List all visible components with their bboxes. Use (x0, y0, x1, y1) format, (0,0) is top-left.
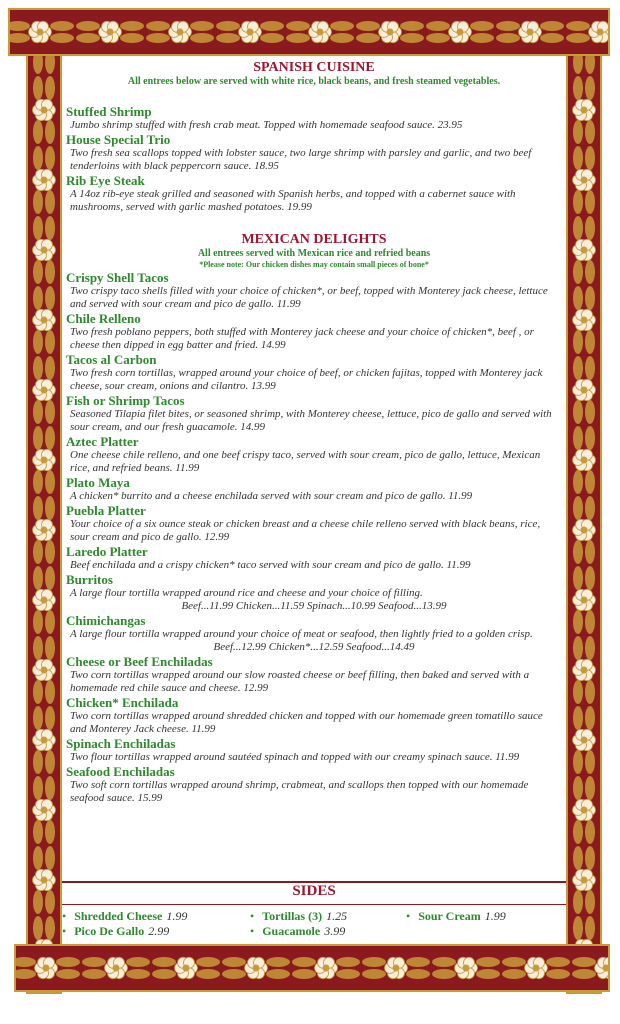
menu-item (62, 312, 566, 352)
menu-item-description: Jumbo shrimp stuffed with fresh crab meat. Topped with homemade seafood sauce. 23.95 (70, 119, 463, 131)
menu-item-description: Your choice of a six ounce steak or chicken breast and a cheese chile relleno served with black beans, rice, sour cream and pico de gallo. 12.99 (70, 518, 541, 543)
flower-vine-icon (568, 10, 600, 992)
menu-item-name: Stuffed Shrimp (66, 104, 152, 119)
chicken-bone-note: *Please note: Our chicken dishes may contain small pieces of bone* (199, 260, 429, 269)
menu-item-prices: Beef...11.99 Chicken...11.59 Spinach...10.99 Seafood...13.99 (181, 600, 447, 612)
side-price: 3.99 (324, 924, 346, 938)
side-price: 1.99 (166, 909, 188, 923)
side-item: • Sour Cream 1.99 (406, 909, 506, 923)
menu-item-description: Two fresh corn tortillas, wrapped around your choice of beef, or chicken fajitas, topped with Monterey jack cheese, sour cream, onions and cilantro. 13.99 (70, 367, 543, 392)
menu-item-description: One cheese chile relleno, and one beef crispy taco, served with sour cream, pico de gallo, lettuce, Mexican rice, and refried beans. 11.99 (70, 449, 541, 474)
menu-item-description: A 14oz rib-eye steak grilled and seasoned with Spanish herbs, and topped with a cabernet sauce with mushrooms, served with garlic mashed potatoes. 19.99 (70, 188, 516, 213)
menu-item-description: Two fresh sea scallops topped with lobster sauce, two large shrimp with parsley and garlic, and two beef tenderloins with black peppercorn sauce. 18.95 (70, 147, 532, 172)
menu-item-name: Spinach Enchiladas (66, 736, 176, 751)
section-title-spanish: SPANISH CUISINE (253, 60, 375, 75)
menu-item-description: Two corn tortillas wrapped around shredded chicken and topped with our homemade green tomatillo sauce and Monterey Jack cheese. 11.99 (70, 710, 543, 735)
side-name: Shredded Cheese (74, 909, 163, 923)
menu-item-description: A large flour tortilla wrapped around your choice of meat or seafood, then lightly fried to a golden crisp. (70, 628, 533, 640)
menu-item-name: Tacos al Carbon (66, 352, 157, 367)
menu-item (62, 174, 566, 214)
menu-item (62, 655, 566, 695)
menu-item-name: Crispy Shell Tacos (66, 270, 169, 285)
menu-item-name: Cheese or Beef Enchiladas (66, 654, 213, 669)
menu-item-description: Two flour tortillas wrapped around sautéed spinach and topped with our creamy spinach sauce. 11.99 (70, 751, 520, 763)
menu-item-name: Chimichangas (66, 613, 146, 628)
menu-item (62, 271, 566, 311)
menu-item-name: Chile Relleno (66, 311, 141, 326)
right-border-ornament (566, 8, 602, 994)
menu-item-description: A chicken* burrito and a cheese enchilada served with sour cream and pico de gallo. 11.99 (70, 490, 473, 502)
menu-item (62, 737, 566, 764)
menu-item-description: Two fresh poblano peppers, both stuffed with Monterey jack cheese and your choice of chicken*, beef , or cheese then dipped in egg batter and fried. 14.99 (70, 326, 534, 351)
side-name: Guacamole (262, 924, 321, 938)
side-name: Pico De Gallo (74, 924, 145, 938)
section-subtitle-mexican: All entrees served with Mexican rice and refried beans (197, 248, 431, 259)
menu-item-name: Laredo Platter (66, 544, 148, 559)
menu-item-name: Rib Eye Steak (66, 173, 145, 188)
menu-item (62, 614, 566, 654)
menu-item-name: Burritos (66, 572, 113, 587)
menu-item-name: Aztec Platter (66, 434, 139, 449)
menu-item-name: Puebla Platter (66, 503, 146, 518)
side-price: 1.25 (326, 909, 348, 923)
menu-item (62, 105, 566, 132)
left-border-ornament (26, 8, 62, 994)
menu-item-description: Two corn tortillas wrapped around our slow roasted cheese or beef filling, then baked and served with a homemade red chile sauce and cheese. 12.99 (70, 669, 530, 694)
side-name: Tortillas (3) (262, 909, 323, 923)
menu-item (62, 573, 566, 613)
menu-item (62, 545, 566, 572)
menu-item-description: Two crispy taco shells filled with your choice of chicken*, or beef, topped with Monterey jack cheese, lettuce and served with sour cream and pico de gallo. 11.99 (70, 285, 548, 310)
menu-item-description: Seasoned Tilapia filet bites, or seasoned shrimp, with Monterey cheese, lettuce, pico de gallo and served with sour cream, and our fresh guacamole. 14.99 (70, 408, 552, 433)
menu-item-prices: Beef...12.99 Chicken*...12.59 Seafood...14.49 (213, 641, 415, 653)
menu-item (62, 435, 566, 475)
menu-item (62, 133, 566, 173)
menu-item-name: Fish or Shrimp Tacos (66, 393, 185, 408)
menu-item-name: Chicken* Enchilada (66, 695, 179, 710)
side-name: Sour Cream (418, 909, 481, 923)
menu-item-name: Plato Maya (66, 475, 130, 490)
section-title-mexican: MEXICAN DELIGHTS (241, 232, 387, 247)
menu-item (62, 353, 566, 393)
sides-divider (62, 904, 566, 905)
menu-page (62, 56, 566, 944)
menu-item (62, 394, 566, 434)
side-item: • Guacamole 3.99 (250, 924, 346, 938)
side-item: • Shredded Cheese 1.99 (62, 909, 188, 923)
menu-item-description: Beef enchilada and a crispy chicken* taco served with sour cream and pico de gallo. 11.99 (70, 559, 471, 571)
side-price: 1.99 (484, 909, 506, 923)
side-item: • Pico De Gallo 2.99 (62, 924, 170, 938)
menu-item-description: Two soft corn tortillas wrapped around shrimp, crabmeat, and scallops then topped with our homemade seafood sauce. 15.99 (70, 779, 529, 804)
section-subtitle-spanish: All entrees below are served with white rice, black beans, and fresh steamed vegetables. (127, 76, 501, 87)
menu-item (62, 765, 566, 805)
bottom-border-ornament (14, 944, 610, 992)
spanish-items (62, 105, 566, 214)
side-item: • Tortillas (3) 1.25 (250, 909, 348, 923)
flower-vine-icon (16, 946, 608, 990)
menu-item (62, 504, 566, 544)
menu-item (62, 696, 566, 736)
menu-item-name: Seafood Enchiladas (66, 764, 175, 779)
menu-item-description: A large flour tortilla wrapped around rice and cheese and your choice of filling. (70, 587, 423, 599)
flower-vine-icon (10, 10, 608, 54)
mexican-items (62, 271, 566, 805)
section-title-sides: SIDES (292, 883, 336, 899)
side-price: 2.99 (148, 924, 170, 938)
flower-vine-icon (28, 10, 60, 992)
menu-item (62, 476, 566, 503)
top-border-ornament (8, 8, 610, 56)
menu-item-name: House Special Trio (66, 132, 171, 147)
